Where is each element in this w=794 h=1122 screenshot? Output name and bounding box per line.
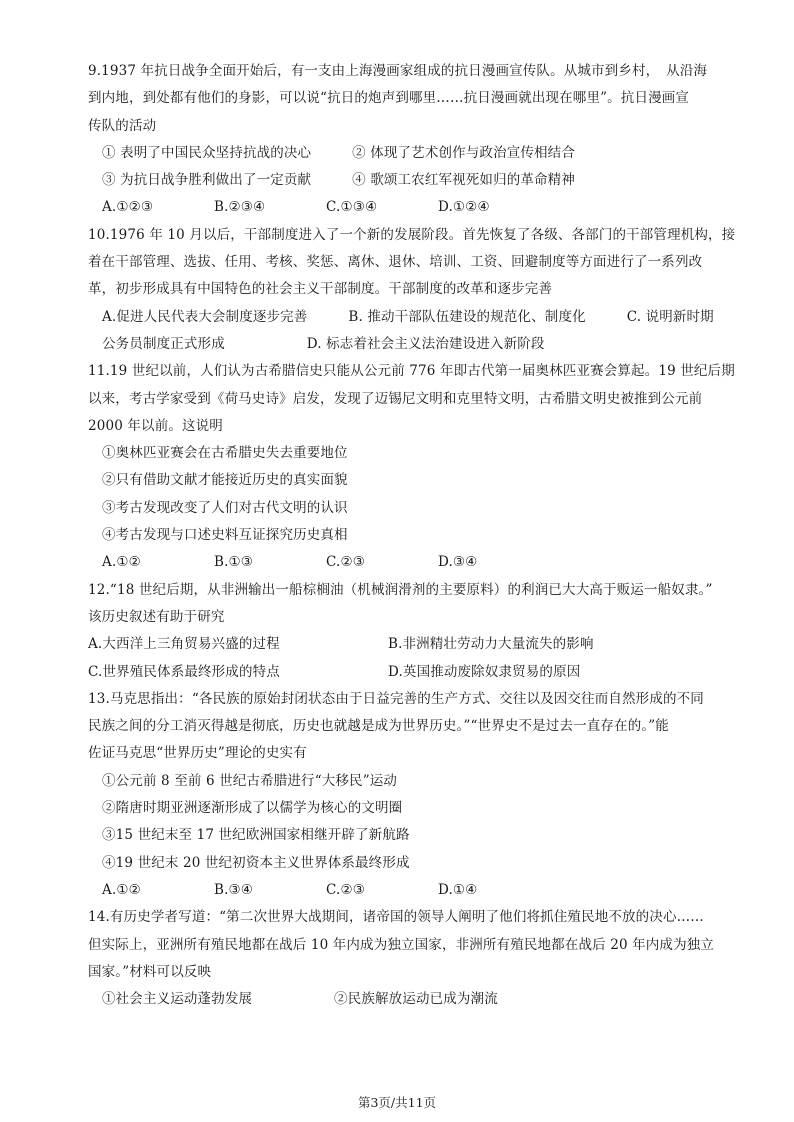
answer-options xyxy=(88,549,748,576)
statement-line: ②隋唐时期亚洲逐渐形成了以儒学为核心的文明圈 xyxy=(102,800,403,817)
answer-option: C.世界殖民体系最终形成的特点 xyxy=(88,663,280,680)
question-list xyxy=(88,58,748,1013)
question-stem-line: 9.1937 年抗日战争全面开始后，有一支由上海漫画家组成的抗日漫画宣传队。从城市到乡村， 从沿海 xyxy=(88,63,708,79)
question-block xyxy=(88,222,748,358)
answer-option: B.②③④ xyxy=(214,199,266,216)
question-stem-line: 到内地，到处都有他们的身影，可以说“抗日的炮声到哪里……抗日漫画就出现在哪里”。抗日漫画宣 xyxy=(88,90,690,107)
answer-option: D.英国推动废除奴隶贸易的原因 xyxy=(388,663,581,680)
question-stem-line: 但实际上，亚洲所有殖民地都在战后 10 年内成为独立国家，非洲所有殖民地都在战后 20 年内成为独立 xyxy=(88,936,715,953)
question-stem-line: 14.有历史学者写道：“第二次世界大战期间，诸帝国的领导人阐明了他们将抓住殖民地不放的决心…… xyxy=(88,909,704,926)
statement-line: ④考古发现与口述史料互证探究历史真相 xyxy=(102,527,348,544)
answer-options xyxy=(88,194,748,221)
answer-option: A.大西洋上三角贸易兴盛的过程 xyxy=(88,636,280,653)
answer-options xyxy=(88,659,748,686)
statement-line: ③ 为抗日战争胜利做出了一定贡献 ④ 歌颂工农红军视死如归的革命精神 xyxy=(102,172,575,189)
statement-line: ③15 世纪末至 17 世纪欧洲国家相继开辟了新航路 xyxy=(102,827,410,844)
question-stem-line: 该历史叙述有助于研究 xyxy=(88,608,225,625)
question-stem-line: 革，初步形成具有中国特色的社会主义干部制度。干部制度的改革和逐步完善 xyxy=(88,281,553,298)
answer-option: A.①②③ xyxy=(102,199,154,216)
question-stem-line: 传队的活动 xyxy=(88,117,157,134)
answer-option: D.①②④ xyxy=(438,199,490,216)
question-block xyxy=(88,358,748,576)
question-stem-line: 10.1976 年 10 月以后，干部制度进入了一个新的发展阶段。首先恢复了各级、各部门的干部管理机构，接 xyxy=(88,226,736,243)
statement-line: ① 表明了中国民众坚持抗战的决心 ② 体现了艺术创作与政治宣传相结合 xyxy=(102,144,575,161)
answer-option: C.①③④ xyxy=(326,199,378,216)
statement-line: ④19 世纪末 20 世纪初资本主义世界体系最终形成 xyxy=(102,854,410,871)
question-stem-line: 国家。”材料可以反映 xyxy=(88,963,212,980)
option-line: 公务员制度正式形成 D. 标志着社会主义法治建设进入新阶段 xyxy=(102,335,545,352)
question-stem-line: 民族之间的分工消灭得越是彻底，历史也就越是成为世界历史。”“世界史不是过去一直存在的。”能 xyxy=(88,718,669,735)
answer-option: C.②③ xyxy=(326,554,365,571)
answer-options xyxy=(88,877,748,904)
question-block xyxy=(88,58,748,222)
question-block xyxy=(88,904,748,1013)
question-block xyxy=(88,577,748,686)
question-stem-line: 12.“18 世纪后期，从非洲输出一船棕榈油（机械润滑剂的主要原料）的利润已大大高于贩运一船奴隶。” xyxy=(88,581,713,598)
question-stem-line: 以来，考古学家受到《荷马史诗》启发，发现了迈锡尼文明和克里特文明，古希腊文明史被推到公元前 xyxy=(88,390,703,407)
option-line: A.促进人民代表大会制度逐步完善 B. 推动干部队伍建设的规范化、制度化 C. 说明新时期 xyxy=(102,308,714,325)
question-stem-line: 2000 年以前。这说明 xyxy=(88,417,223,434)
answer-option: A.①② xyxy=(102,554,141,571)
question-block xyxy=(88,686,748,904)
answer-option: B.非洲精壮劳动力大量流失的影响 xyxy=(388,636,594,653)
question-stem-line: 着在干部管理、选拔、任用、考核、奖惩、离休、退休、培训、工资、回避制度等方面进行了一系列改 xyxy=(88,254,703,271)
question-stem-line: 佐证马克思“世界历史”理论的史实有 xyxy=(88,745,307,762)
statement-line: ①公元前 8 至前 6 世纪古希腊进行“大移民”运动 xyxy=(102,772,398,789)
answer-option: B.③④ xyxy=(214,881,254,898)
statement-line: ①社会主义运动蓬勃发展 ②民族解放运动已成为潮流 xyxy=(102,991,498,1008)
question-stem-line: 13.马克思指出：“各民族的原始封闭状态由于日益完善的生产方式、交往以及因交往而自然形成的不同 xyxy=(88,690,704,707)
answer-option: B.①③ xyxy=(214,554,254,571)
answer-option: D.①④ xyxy=(438,881,478,898)
statement-line: ①奥林匹亚赛会在古希腊史失去重要地位 xyxy=(102,445,348,462)
question-stem-line: 11.19 世纪以前，人们认为古希腊信史只能从公元前 776 年即古代第一届奥林匹亚赛会算起。19 世纪后期 xyxy=(88,363,735,380)
answer-option: D.③④ xyxy=(438,554,478,571)
answer-options xyxy=(88,631,748,658)
page-number: 第3页/共11页 xyxy=(357,1095,437,1110)
answer-option: A.①② xyxy=(102,881,141,898)
statement-line: ②只有借助文献才能接近历史的真实面貌 xyxy=(102,472,348,489)
statement-line: ③考古发现改变了人们对古代文明的认识 xyxy=(102,499,348,516)
answer-option: C.②③ xyxy=(326,881,365,898)
